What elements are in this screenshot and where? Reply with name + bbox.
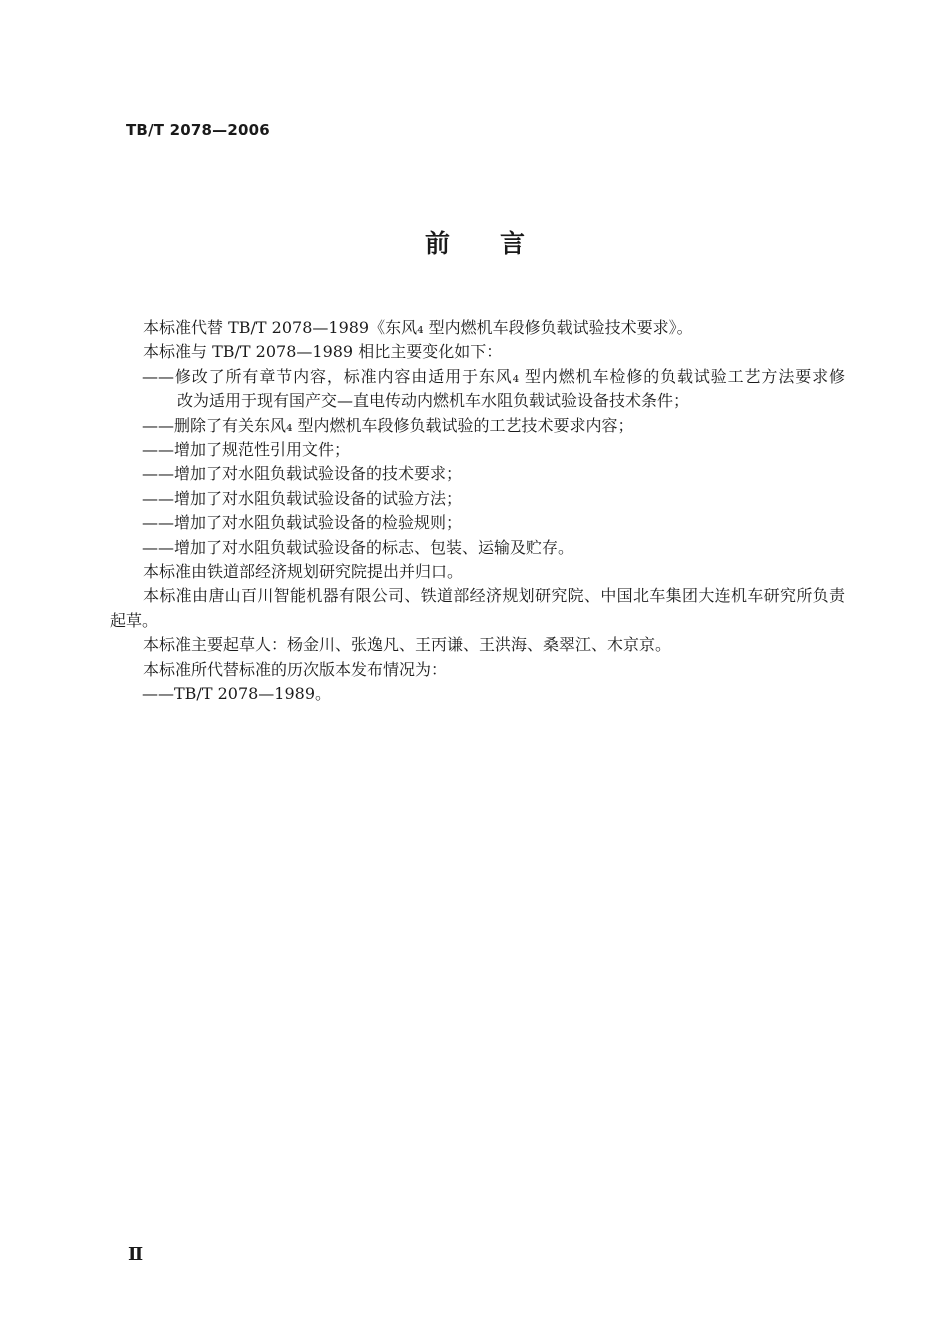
paragraph-drafters: 本标准主要起草人：杨金川、张逸凡、王丙谦、王洪海、桑翠江、木京京。 — [143, 635, 672, 655]
paragraph-changes-intro: 本标准与 TB/T 2078—1989 相比主要变化如下： — [143, 342, 503, 362]
paragraph-proposed-by: 本标准由铁道部经济规划研究院提出并归口。 — [143, 562, 464, 582]
list-item: ——TB/T 2078—1989。 — [142, 684, 332, 704]
list-item: ——增加了规范性引用文件； — [142, 440, 351, 460]
paragraph-replaces: 本标准代替 TB/T 2078—1989《东风₄ 型内燃机车段修负载试验技术要求》。 — [143, 318, 693, 337]
list-item-continuation: 改为适用于现有国产交—直电传动内燃机车水阻负载试验设备技术条件； — [177, 391, 690, 411]
paragraph-drafted-by: 本标准由唐山百川智能机器有限公司、铁道部经济规划研究院、中国北车集团大连机车研究所负责 — [143, 586, 845, 606]
list-item: ——增加了对水阻负载试验设备的标志、包装、运输及贮存。 — [142, 537, 575, 557]
page-title: 前 言 — [424, 229, 525, 258]
list-item: ——修改了所有章节内容，标准内容由适用于东风₄ 型内燃机车检修的负载试验工艺方法要求修 — [142, 366, 845, 386]
page-number: Ⅱ — [128, 1244, 144, 1265]
list-item: ——增加了对水阻负载试验设备的试验方法； — [142, 488, 463, 508]
paragraph-drafted-by-continuation: 起草。 — [110, 610, 159, 630]
list-item: ——增加了对水阻负载试验设备的检验规则； — [142, 513, 463, 533]
foreword-body — [110, 316, 845, 707]
list-item: ——删除了有关东风₄ 型内燃机车段修负载试验的工艺技术要求内容； — [142, 415, 634, 435]
list-item: ——增加了对水阻负载试验设备的技术要求； — [142, 464, 463, 484]
standard-code: TB/T 2078—2006 — [126, 121, 270, 139]
paragraph-history-intro: 本标准所代替标准的历次版本发布情况为： — [143, 659, 448, 679]
